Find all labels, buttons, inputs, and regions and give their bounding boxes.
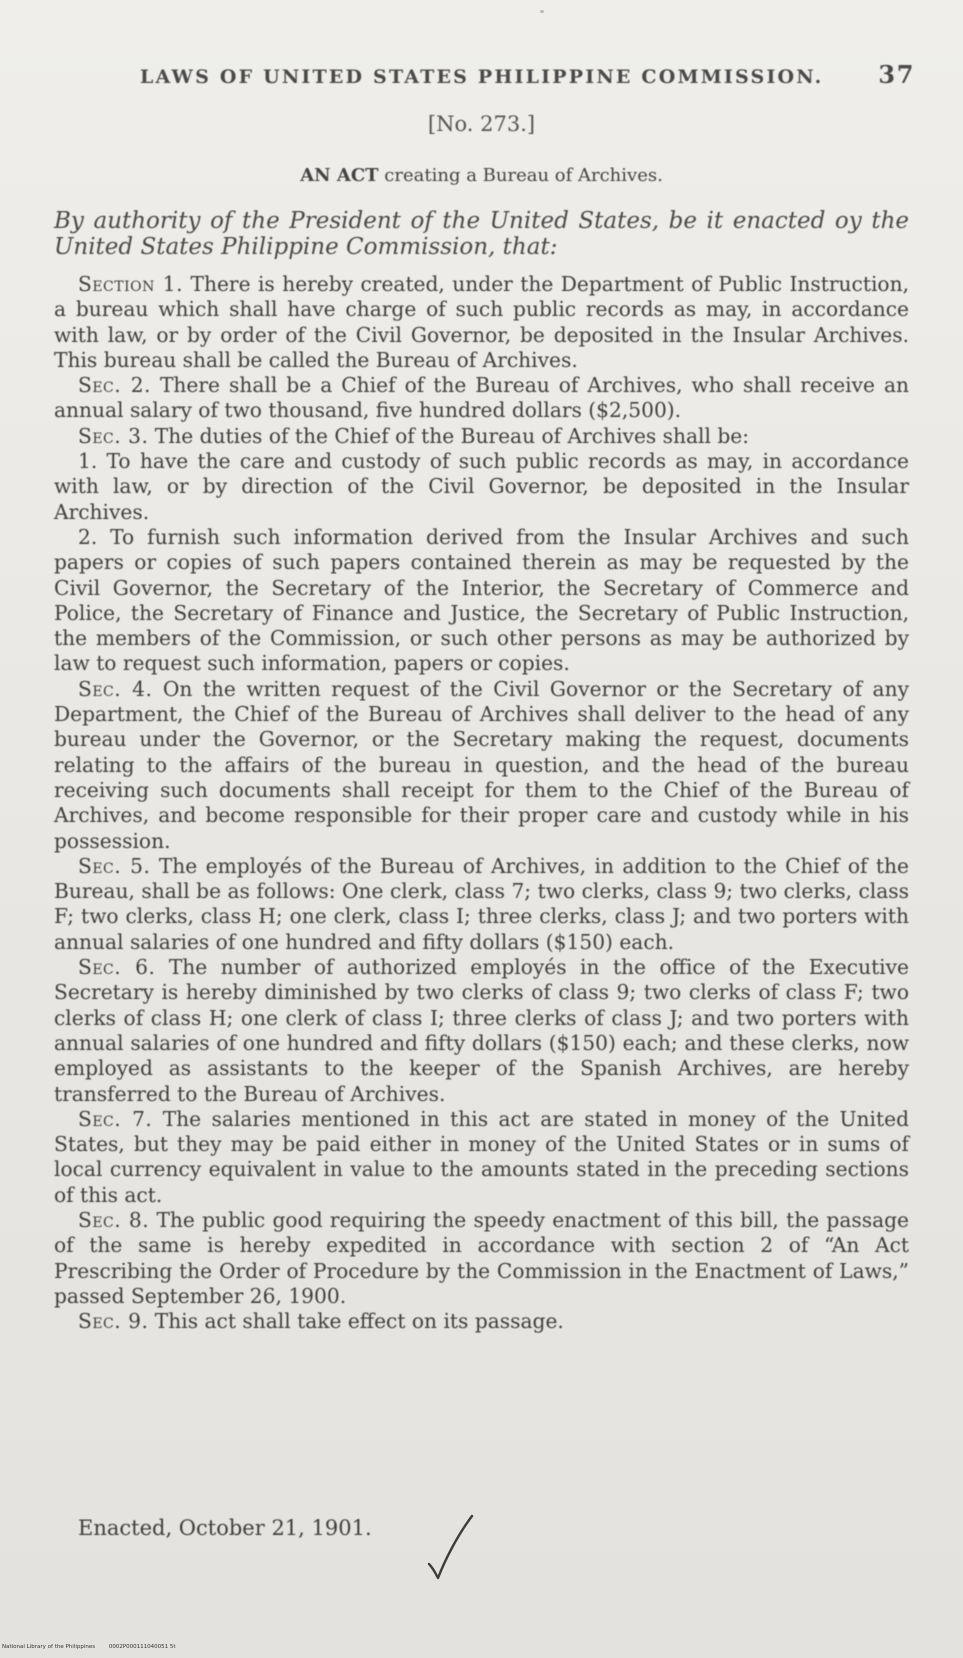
section-paragraph	[54, 1107, 909, 1208]
section-paragraph	[54, 1208, 909, 1309]
scan-footer	[2, 1644, 188, 1650]
section-text: The employés of the Bureau of Archives, in addition to the Chief of the Bureau, shall be as follows: One clerk, class 7; two clerks, class 9; two clerks, class F; two clerks, class H; one clerk, class I; three clerks, class J; and two porters with annual salaries of one hundred and fifty dollars ($150) each.	[54, 853, 909, 954]
print-speck	[540, 10, 544, 13]
act-title-rest: creating a Bureau of Archives.	[384, 165, 663, 186]
section-paragraph	[54, 854, 909, 955]
footer-source: National Library of the Philippines	[2, 1644, 96, 1650]
section-label: Sec. 5.	[78, 853, 151, 878]
section-label: Section 1.	[78, 272, 184, 296]
section-label: Sec. 2.	[78, 373, 151, 398]
section-paragraph	[54, 1309, 909, 1334]
page-number: 37	[878, 60, 915, 89]
footer-identifier: 0002P000111040051 5t	[108, 1644, 176, 1650]
section-text: This act shall take effect on its passage.	[154, 1309, 564, 1334]
section-paragraph	[54, 449, 909, 525]
section-paragraph	[54, 525, 909, 677]
section-text: 2. To furnish such information derived from the Insular Archives and such papers or copies of such papers contained therein as may be requested by the Civil Governor, the Secretary of the Interior, the Secretary of Commerce and Police, the Secretary of Finance and Justice, the Secretary of Public Instruction, the members of the Commission, or such other persons as may be authorized by law to request such information, papers or copies.	[54, 524, 909, 676]
section-text: On the written request of the Civil Governor or the Secretary of any Department, the Chief of the Bureau of Archives shall deliver to the head of any bureau under the Governor, or the Secretary making the request, documents relating to the affairs of the bureau in question, and the head of the bureau receiving such documents shall receipt for them to the Chief of the Bureau of Archives, and become responsible for their proper care and custody while in his possession.	[54, 676, 909, 853]
running-head	[140, 60, 915, 89]
section-paragraph	[54, 955, 909, 1107]
section-text: The duties of the Chief of the Bureau of Archives shall be:	[154, 423, 750, 448]
act-body	[54, 272, 909, 1334]
section-label: Sec. 3.	[78, 423, 149, 448]
section-label: Sec. 6.	[78, 955, 156, 980]
section-label: Sec. 7.	[78, 1106, 153, 1131]
section-label: Sec. 9.	[78, 1309, 149, 1334]
section-paragraph	[54, 272, 909, 373]
section-text: The salaries mentioned in this act are stated in money of the United States, but they may be paid either in money of the United States or in sums of local currency equivalent in value to the amounts stated in the preceding sections of this act.	[54, 1106, 909, 1207]
check-mark-icon	[425, 1510, 475, 1582]
act-title-lead: AN ACT	[300, 165, 379, 186]
section-text: There shall be a Chief of the Bureau of Archives, who shall receive an annual salary of two thousand, five hundred dollars ($2,500).	[54, 373, 909, 423]
enacted-date: Enacted, October 21, 1901.	[78, 1516, 372, 1540]
section-label: Sec. 4.	[78, 676, 153, 701]
act-number: [No. 273.]	[427, 112, 536, 136]
section-text: The number of authorized employés in the office of the Executive Secretary is hereby diminished by two clerks of class 9; two clerks of class F; two clerks of class H; one clerk of class I; three clerks of class J; and two porters with annual salaries of one hundred and fifty dollars ($150) each; and these clerks, now employed as assistants to the keeper of the Spanish Archives, are hereby transferred to the Bureau of Archives.	[54, 955, 909, 1106]
section-paragraph	[54, 677, 909, 854]
enacting-clause: By authority of the President of the United States, be it enacted oy the United States Philippine Commission, that:	[54, 208, 909, 260]
section-text: There is hereby created, under the Department of Public Instruction, a bureau which shall have charge of such public records as may, in accordance with law, or by order of the Civil Governor, be deposited in the Insular Archives. This bureau shall be called the Bureau of Archives.	[54, 272, 909, 372]
section-label: Sec. 8.	[78, 1207, 150, 1232]
running-title: LAWS OF UNITED STATES PHILIPPINE COMMISSION.	[140, 66, 824, 88]
section-paragraph	[54, 424, 909, 449]
section-paragraph	[54, 373, 909, 424]
section-text: 1. To have the care and custody of such public records as may, in accordance with law, or by direction of the Civil Governor, be deposited in the Insular Archives.	[54, 449, 909, 524]
act-title	[0, 165, 963, 186]
section-text: The public good requiring the speedy enactment of this bill, the passage of the same is hereby expedited in accordance with section 2 of “An Act Prescribing the Order of Procedure by the Commission in the Enactment of Laws,” passed September 26, 1900.	[54, 1207, 910, 1308]
